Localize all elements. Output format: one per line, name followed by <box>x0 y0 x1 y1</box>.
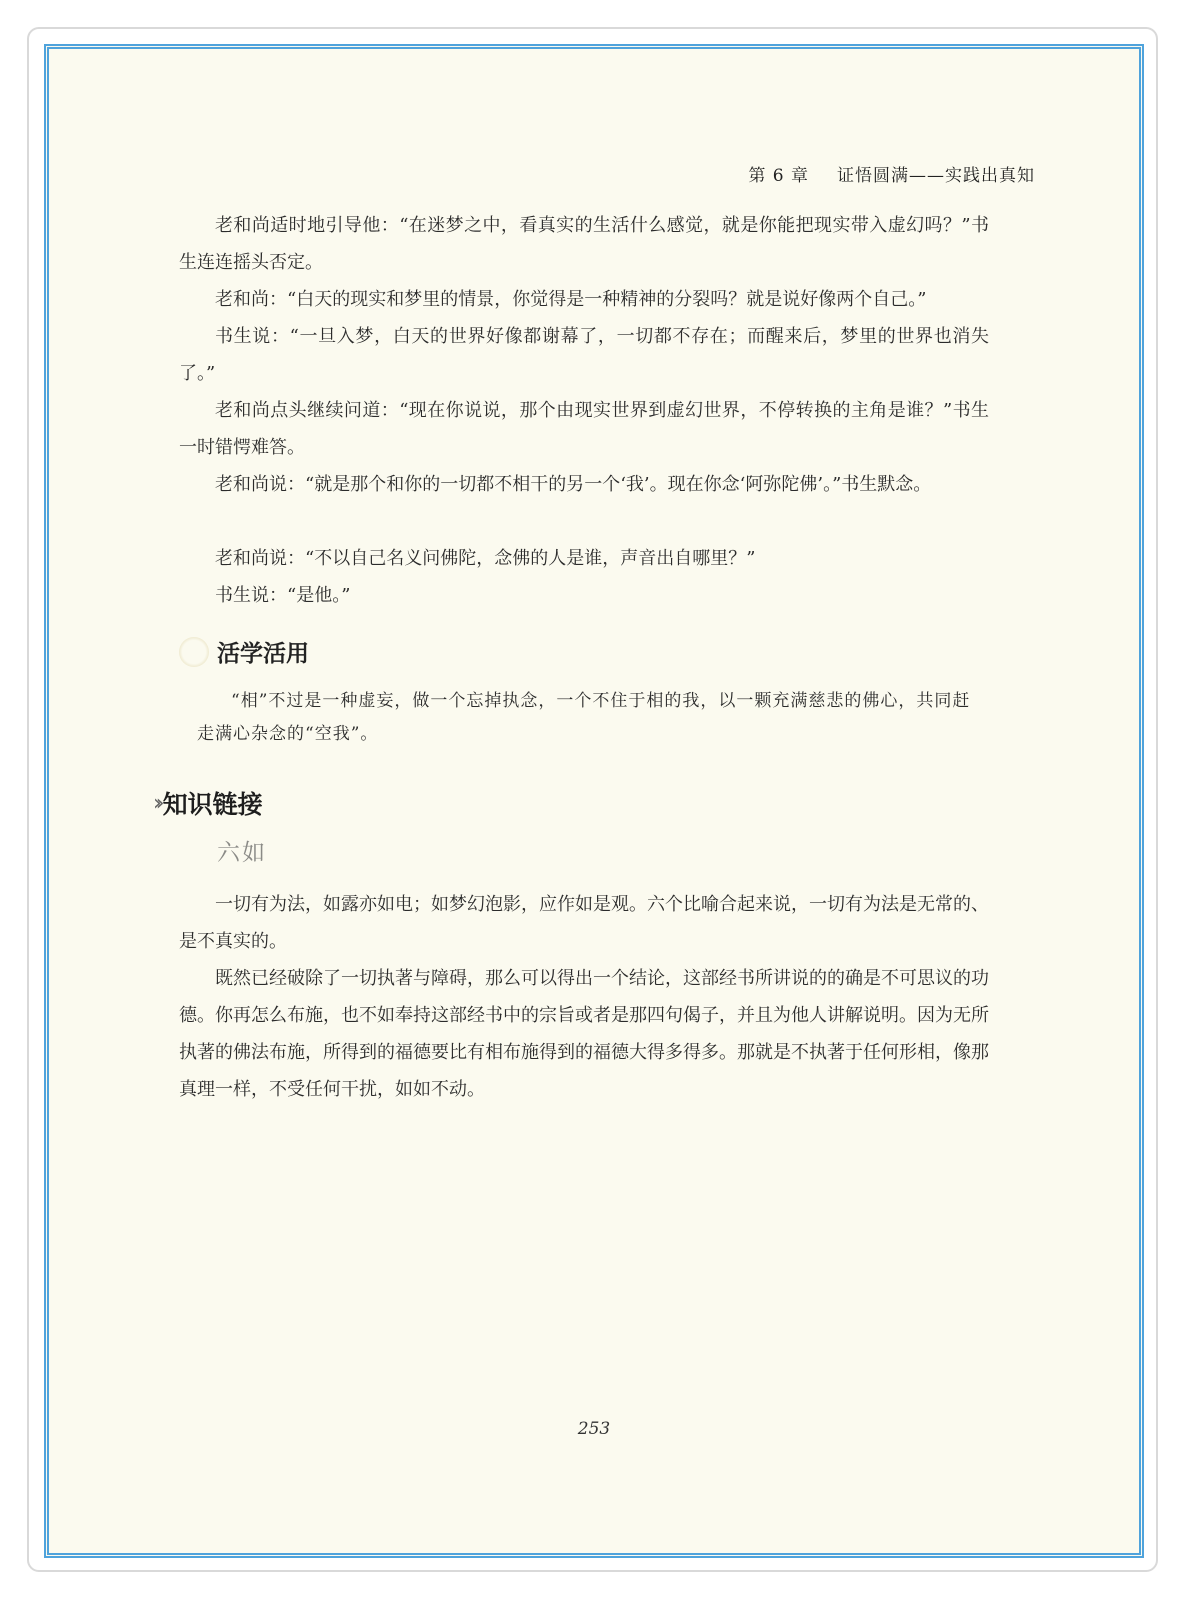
knowledge-subheading: 六如 <box>217 840 267 866</box>
knowledge-paragraph: 既然已经破除了一切执著与障碍，那么可以得出一个结论，这部经书所讲说的的确是不可思议的功德。你再怎么布施，也不如奉持这部经书中的宗旨或者是那四句偈子，并且为他人讲解说明。因为无所执著的佛法布施，所得到的福德要比有相布施得到的福德大得多得多。那就是不执著于任何形相，像那真理一样，不受任何干扰，如如不动。 <box>179 968 989 1100</box>
practice-heading <box>179 635 309 668</box>
dialogue-paragraph: 老和尚说：“不以自己名义问佛陀，念佛的人是谁，声音出自哪里？” <box>215 548 756 569</box>
page-frame <box>44 44 1144 1558</box>
dialogue-paragraph: 老和尚点头继续问道：“现在你说说，那个由现实世界到虚幻世界，不停转换的主角是谁？”书生一时错愕难答。 <box>179 400 989 458</box>
knowledge-paragraph: 一切有为法，如露亦如电；如梦幻泡影，应作如是观。六个比喻合起来说，一切有为法是无常的、是不真实的。 <box>179 894 989 952</box>
page-number: 253 <box>577 1419 611 1439</box>
knowledge-heading-text: 知识链接 <box>162 790 263 819</box>
practice-heading-text: 活学活用 <box>217 640 309 667</box>
chapter-title: 证悟圆满——实践出真知 <box>837 166 1035 186</box>
chapter-number: 第 6 章 <box>748 166 809 186</box>
dialogue-paragraph: 书生说：“一旦入梦，白天的世界好像都谢幕了，一切都不存在；而醒来后，梦里的世界也消失了。” <box>179 326 989 384</box>
dialogue-paragraph: 老和尚：“白天的现实和梦里的情景，你觉得是一种精神的分裂吗？就是说好像两个自己。” <box>215 289 927 310</box>
dialogue-paragraph: 老和尚适时地引导他：“在迷梦之中，看真实的生活什么感觉，就是你能把现实带入虚幻吗？”书生连连摇头否定。 <box>179 215 989 273</box>
knowledge-heading <box>153 785 263 821</box>
practice-text: “相”不过是一种虚妄，做一个忘掉执念，一个不住于相的我，以一颗充满慈悲的佛心，共同赶走满心杂念的“空我”。 <box>197 691 971 744</box>
dialogue-paragraph: 老和尚说：“就是那个和你的一切都不相干的另一个‘我’。现在你念‘阿弥陀佛’。”书生默念。 <box>215 474 932 495</box>
circle-ornament-icon <box>179 637 209 667</box>
double-chevron-icon: ›› <box>153 790 159 816</box>
book-page <box>49 49 1139 1553</box>
running-head <box>748 161 1035 186</box>
dialogue-paragraph: 书生说：“是他。” <box>215 585 351 606</box>
